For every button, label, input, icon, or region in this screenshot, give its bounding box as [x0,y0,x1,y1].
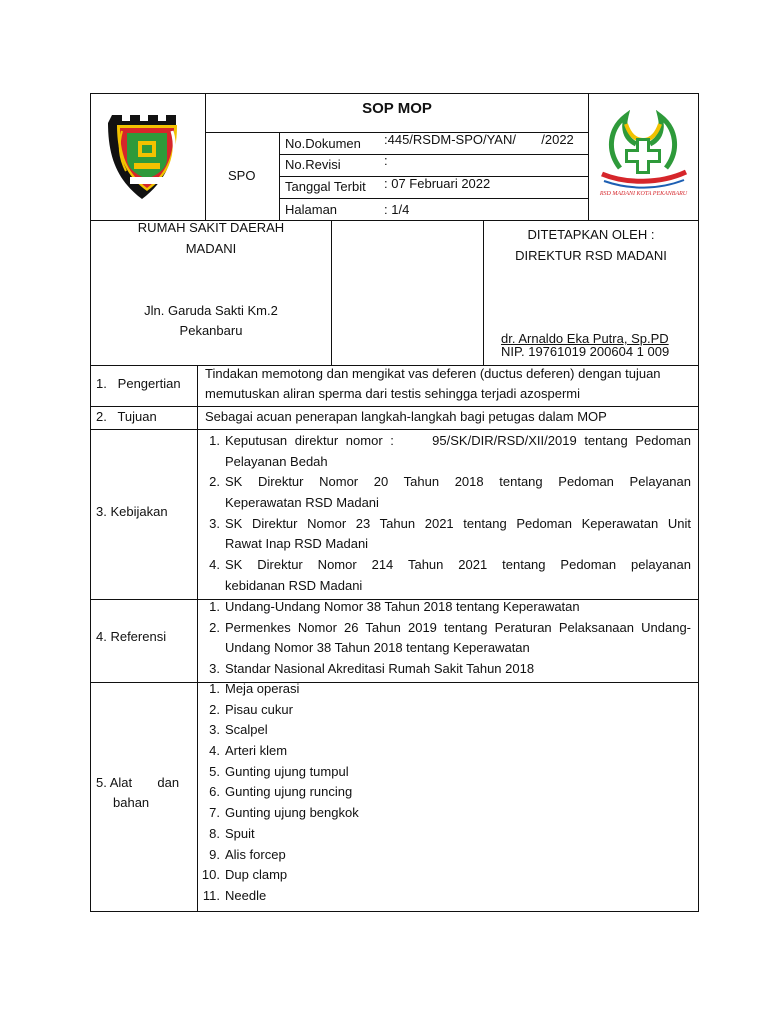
list-item: 10. Dup clamp [201,867,288,883]
list-item: 3. Standar Nasional Akreditasi Rumah Sakit Tahun 2018 [209,661,535,677]
field-label-no-revisi: No.Revisi [285,157,341,172]
list-item-continuation: Keperawatan RSD Madani [225,495,379,511]
field-value-tanggal-terbit: : 07 Februari 2022 [384,176,491,191]
list-item: 7. Gunting ujung bengkok [209,805,359,821]
list-item-continuation: Rawat Inap RSD Madani [225,536,369,552]
approval-title: DIREKTUR RSD MADANI [515,248,667,263]
tujuan-text: Sebagai acuan penerapan langkah-langkah bagi petugas dalam MOP [205,409,607,424]
institution-name-line2: MADANI [185,241,237,256]
list-item: 6. Gunting ujung runcing [209,784,353,800]
list-item: 2. Pisau cukur [209,701,293,717]
list-item: 4. SK Direktur Nomor 214 Tahun 2021 tentang Pedoman pelayanan [209,557,691,573]
list-item: 1. Meja operasi [209,681,300,696]
hospital-logo [596,110,691,206]
list-item: 3. SK Direktur Nomor 23 Tahun 2021 tentang Pedoman Keperawatan Unit [209,515,691,531]
pengertian-text-line2: memutuskan aliran sperma dari testis sehingga terjadi azospermi [205,386,581,401]
list-item: 2. Permenkes Nomor 26 Tahun 2019 tentang Peraturan Pelaksanaan Undang- [209,619,691,635]
section-label-referensi: 4. Referensi [96,629,167,644]
referensi-list [200,597,691,680]
signer-nip: NIP. 19761019 200604 1 009 [501,344,670,359]
section-label-tujuan: 2. Tujuan [96,409,157,424]
list-item: 1. Keputusan direktur nomor : 95/SK/DIR/RSD/XII/2019 tentang Pedoman [209,433,691,448]
list-item: 1. Undang-Undang Nomor 38 Tahun 2018 tentang Keperawatan [209,599,580,614]
list-item: 8. Spuit [209,825,255,841]
list-item: 2. SK Direktur Nomor 20 Tahun 2018 tentang Pedoman Pelayanan [209,474,691,490]
list-item: 5. Gunting ujung tumpul [209,763,349,779]
institution-address-line1: Jln. Garuda Sakti Km.2 [144,303,278,318]
field-label-no-dokumen: No.Dokumen [285,136,361,151]
list-item: 3. Scalpel [209,722,268,738]
field-value-no-revisi: : [384,153,388,168]
spo-label: SPO [228,168,256,183]
section-label-alat-line2: bahan [113,795,150,810]
section-label-alat-line1: 5. Alat dan [96,775,180,790]
hospital-logo-caption: RSD MADANI KOTA PEKANBARU [599,191,688,197]
section-label-pengertian: 1. Pengertian [96,376,181,391]
approval-label: DITETAPKAN OLEH : [527,227,655,242]
signer-name: dr. Arnaldo Eka Putra, Sp.PD [501,331,669,346]
list-item: 4. Arteri klem [209,743,288,759]
list-item-continuation: Undang Nomor 38 Tahun 2018 tentang Keperawatan [225,640,530,656]
alat-list [200,679,691,907]
pengertian-text-line1: Tindakan memotong dan mengikat vas deferen (ductus deferen) dengan tujuan [205,366,661,381]
field-label-halaman: Halaman [285,202,338,217]
section-label-kebijakan: 3. Kebijakan [96,504,168,519]
institution-name-line1: RUMAH SAKIT DAERAH [137,220,285,235]
list-item-continuation: kebidanan RSD Madani [225,577,363,593]
document-title: SOP MOP [362,100,432,117]
list-item: 11. Needle [202,887,267,903]
field-value-no-dokumen: :445/RSDM-SPO/YAN/ /2022 [384,132,574,147]
field-value-halaman: : 1/4 [384,202,410,217]
list-item-continuation: Pelayanan Bedah [225,453,328,469]
field-label-tanggal-terbit: Tanggal Terbit [285,179,366,194]
institution-address-line2: Pekanbaru [179,323,243,338]
city-crest-logo [108,111,186,201]
list-item: 9. Alis forcep [209,846,286,862]
kebijakan-list [200,431,691,597]
